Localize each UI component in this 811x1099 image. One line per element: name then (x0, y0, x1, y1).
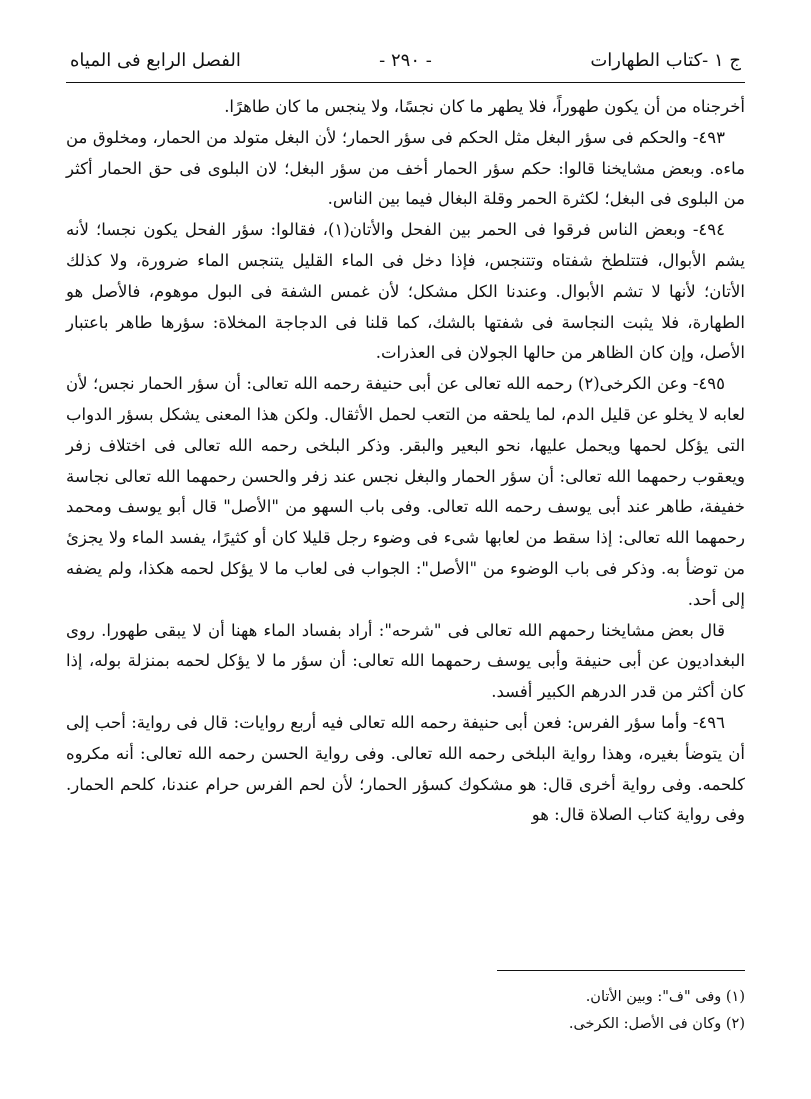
page-number: - ٢٩٠ - (379, 50, 432, 71)
footnote-2: (٢) وكان فى الأصل: الكرخى. (568, 1016, 745, 1032)
footnote-rule (497, 970, 745, 971)
paragraph-continuation: أخرجناه من أن يكون طهوراً، فلا يطهر ما كان نجسًا، ولا ينجس ما كان طاهرًا. (224, 97, 745, 116)
running-header (64, 44, 747, 82)
paragraph-commentary: قال بعض مشايخنا رحمهم الله تعالى فى "شرحه": أراد بفساد الماء ههنا أن لا يبقى طهورا. روى البغداديون عن أبى حنيفة وأبى يوسف رحمهما الله تعالى: أن سؤر ما لا يؤكل لحمه بمنزلة بوله، إذا كان أكثر من قدر الدرهم الكبير أفسد. (66, 620, 745, 702)
chapter-title: الفصل الرابع فى المياه (70, 50, 241, 71)
footnotes (66, 984, 745, 1038)
paragraph-495: ٤٩٥- وعن الكرخى(٢) رحمه الله تعالى عن أبى حنيفة رحمه الله تعالى: أن سؤر الحمار نجس؛ لأن لعابه لا يخلو عن قليل الدم، لما يلحقه من التعب لحمل الأثقال. ولكن هذا المعنى يشكل بسؤر الدواب التى يؤكل لحمها ويحمل عليها، نحو البعير والبقر. وذكر البلخى رحمه الله تعالى فى اختلاف زفر ويعقوب رحمهما الله تعالى: أن سؤر الحمار والبغل نجس عند زفر والحسن رحمهما الله تعالى نجاسة خفيفة، طاهر عند أبى يوسف رحمه الله تعالى. وفى باب السهو من "الأصل" قال أبو يوسف ومحمد رحمهما الله تعالى: إذا سقط من لعابها شىء فى وضوء رجل قليلا كان أو كثيرًا، يفسد الماء ولا يجزئ من توضأ به. وذكر فى باب الوضوء من "الأصل": الجواب فى لعاب ما لا يؤكل لحمه هكذا، ولم يضفه إلى أحد. (66, 374, 745, 609)
main-text (66, 92, 745, 831)
footnote-1: (١) وفى "ف": وبين الأتان. (585, 989, 745, 1005)
book-title: ج ١ -كتاب الطهارات (590, 50, 741, 71)
header-rule (66, 82, 745, 83)
paragraph-496: ٤٩٦- وأما سؤر الفرس: فعن أبى حنيفة رحمه الله تعالى فيه أربع روايات: قال فى رواية: أحب إلى أن يتوضأ بغيره، وهذا رواية البلخى رحمه الله تعالى. وفى رواية الحسن رحمه الله تعالى: أنه مكروه كلحمه. وفى رواية أخرى قال: هو مشكوك كسؤر الحمار؛ لأن لحم الفرس حرام عندنا، كلحم الحمار. وفى رواية كتاب الصلاة قال: هو (66, 712, 745, 825)
paragraph-493: ٤٩٣- والحكم فى سؤر البغل مثل الحكم فى سؤر الحمار؛ لأن البغل متولد من الحمار، ومخلوق من ماءه. وبعض مشايخنا قالوا: حكم سؤر الحمار أخف من سؤر البغل؛ لان البلوى فى حق الحمار أكثر من البلوى فى البغل؛ لكثرة الحمر وقلة البغال فيما بين الناس. (66, 127, 745, 209)
paragraph-494: ٤٩٤- وبعض الناس فرقوا فى الحمر بين الفحل والأتان(١)، فقالوا: سؤر الفحل يكون نجسا؛ لأنه يشم الأبوال، فتتلطخ شفتاه وتتنجس، فإذا دخل فى الماء القليل يتنجس الماء ضرورة، ولا كذلك الأتان؛ لأنها لا تشم الأبوال. وعندنا الكل مشكل؛ لأن غمس الشفة فى البول موهوم، فالأصل هو الطهارة، فلا يثبت النجاسة فى شفتها بالشك، كما قلنا فى الدجاجة المخلاة: سؤرها طاهر باعتبار الأصل، وإن كان الظاهر من حالها الجولان فى العذرات. (66, 220, 745, 363)
